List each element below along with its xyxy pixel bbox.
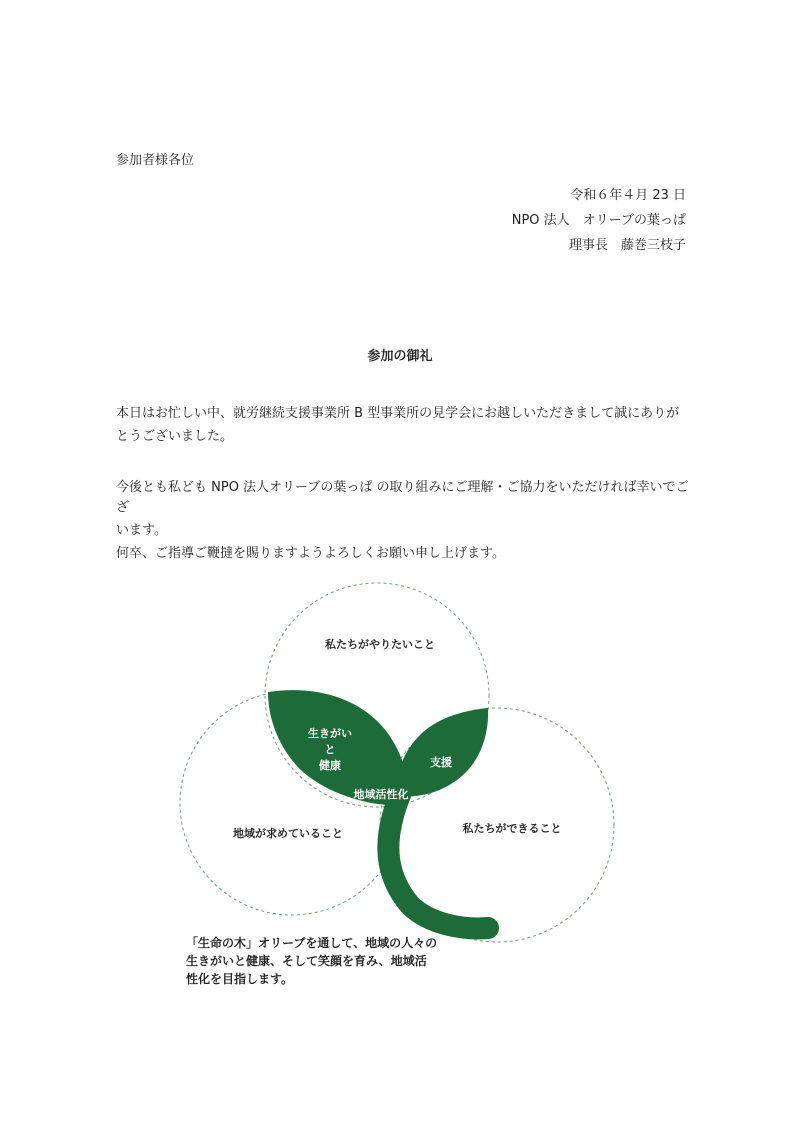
sender-organization: NPO 法人 オリーブの葉っぱ	[511, 213, 686, 228]
leaf-right-label: 支援	[430, 756, 452, 769]
paragraph-1-line-2: とうございました。	[116, 429, 234, 444]
paragraph-2-line-3: 何卒、ご指導ご鞭撻を賜りますようよろしくお願い申し上げます。	[116, 546, 505, 561]
leaf-left-label-line-2: と	[324, 743, 336, 756]
diagram-caption	[186, 934, 486, 988]
sender-name: 理事長 藤巻三枝子	[568, 238, 686, 253]
caption-line-2: 生きがいと健康、そして笑顔を育み、地域活	[186, 954, 427, 968]
sprout-stem	[388, 790, 488, 928]
leaf-right	[396, 708, 488, 796]
letter-title: 参加の御礼	[367, 349, 433, 364]
paragraph-2-line-2: います。	[116, 523, 167, 538]
caption-line-1: 「生命の木」オリーブを通して、地域の人々の	[186, 936, 438, 950]
circle-left-label: 地域が求めていること	[233, 827, 343, 840]
paragraph-1-line-1: 本日はお忙しい中、就労継続支援事業所 B 型事業所の見学会にお越しいただきまして誠にありが	[116, 406, 680, 421]
caption-line-3: 性化を目指します。	[186, 972, 294, 986]
circle-top-label: 私たちがやりたいこと	[325, 638, 435, 651]
paragraph-2-line-1: 今後とも私ども NPO 法人オリーブの葉っぱ の取り組みにご理解・ご協力をいただければ幸いでござ	[116, 480, 689, 515]
leaf-left-label-line-3: 健康	[319, 759, 341, 772]
stem-label: 地域活性化	[353, 788, 409, 801]
addressee: 参加者様各位	[116, 153, 195, 168]
leaf-left-label-line-1: 生きがい	[308, 727, 352, 740]
circle-right-label: 私たちができること	[462, 822, 562, 835]
letter-date: 令和６年４月 23 日	[570, 188, 686, 203]
